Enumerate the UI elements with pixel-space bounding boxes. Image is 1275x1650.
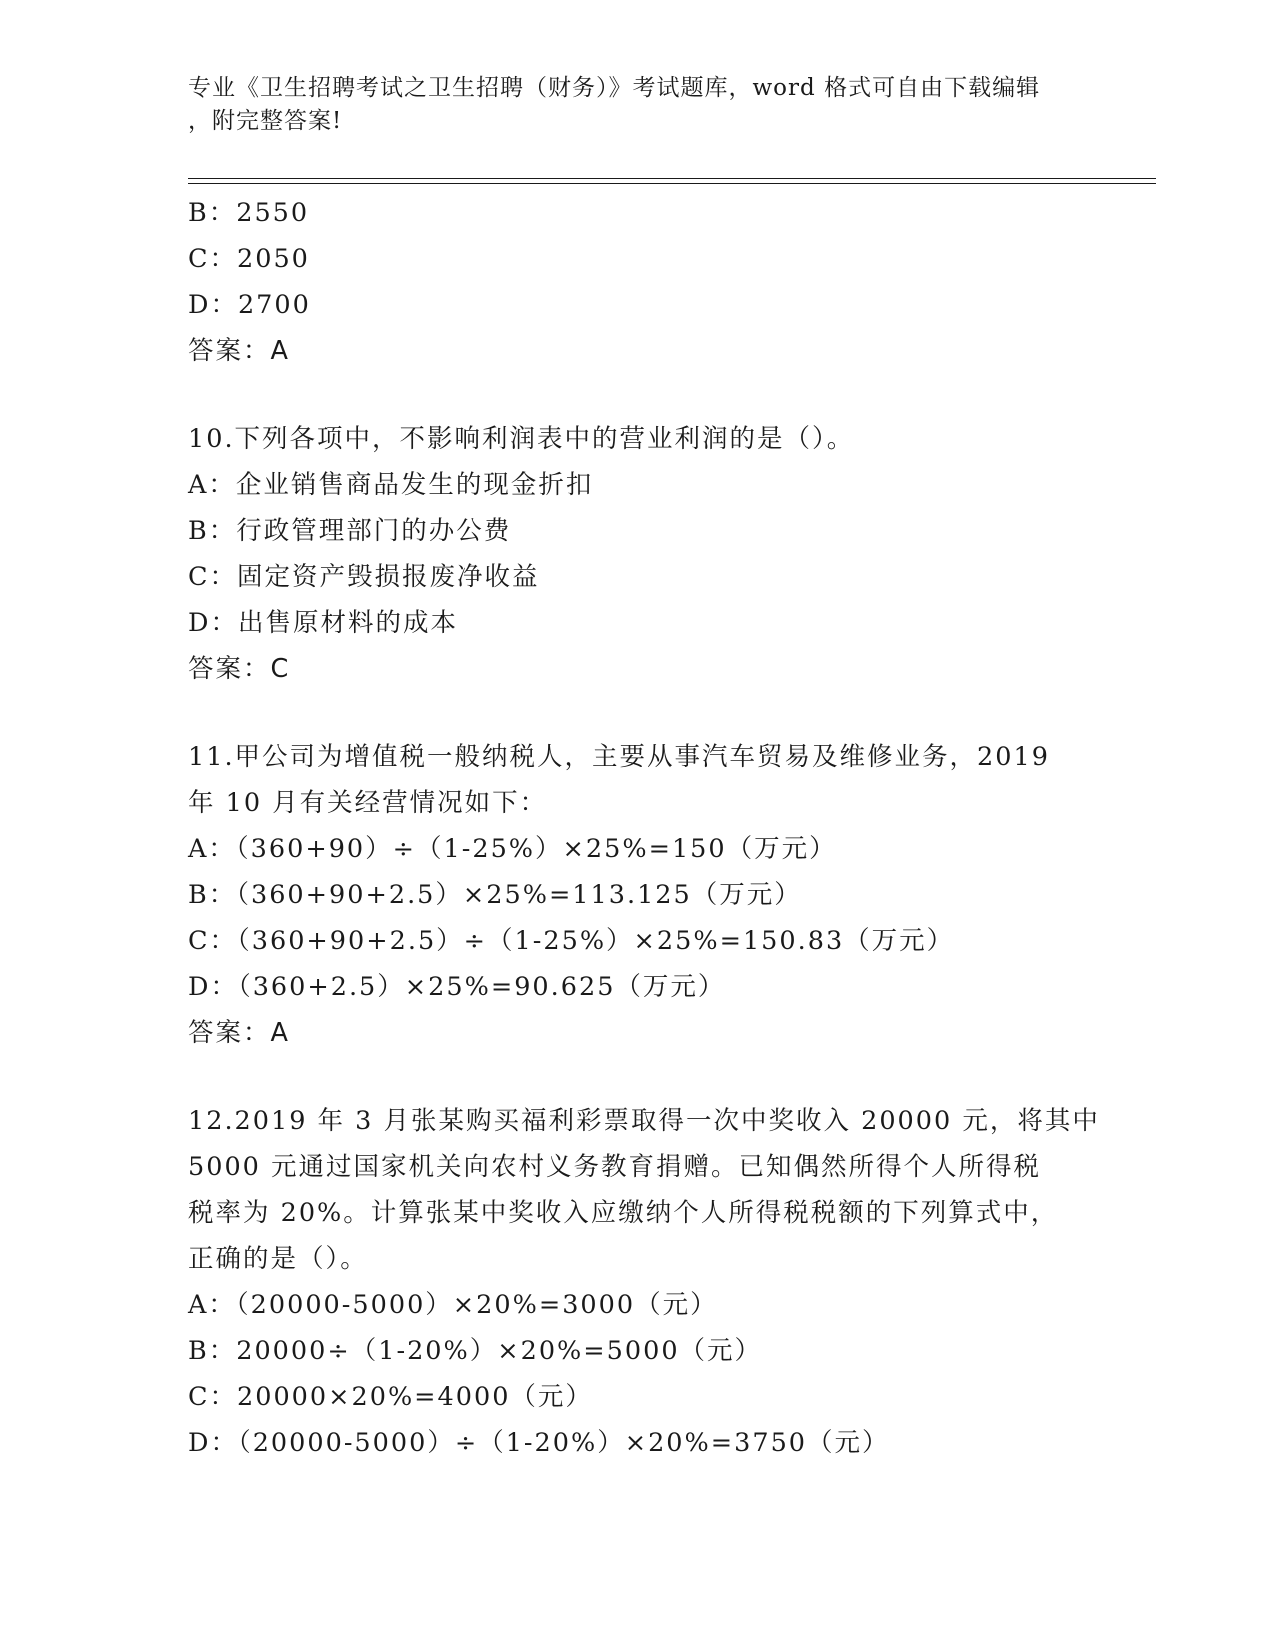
spacer (188, 374, 1088, 416)
question-content (188, 190, 1100, 1466)
answer-line: 答案：A (188, 1018, 290, 1048)
question-stem-line-1: 11.甲公司为增值税一般纳税人，主要从事汽车贸易及维修业务，2019 (188, 742, 1050, 772)
answer-line: 答案：A (188, 336, 290, 366)
document-header (188, 72, 1088, 138)
header-line-2: ，附完整答案! (188, 108, 343, 134)
question-block-10 (188, 416, 1088, 692)
option-b: B：2550 (188, 198, 310, 228)
question-block-12 (188, 1098, 1100, 1466)
question-stem-line-3: 税率为 20%。计算张某中奖收入应缴纳个人所得税税额的下列算式中， (188, 1198, 1059, 1228)
header-line-1: 专业《卫生招聘考试之卫生招聘（财务）》考试题库，word 格式可自由下载编辑 (188, 75, 1041, 101)
option-a: A：（360+90）÷（1-25%）×25%=150（万元） (188, 834, 837, 864)
option-a: A：（20000-5000）×20%=3000（元） (188, 1290, 718, 1320)
question-block-9 (188, 190, 1088, 374)
option-d: D：2700 (188, 290, 311, 320)
question-stem-line-2: 年 10 月有关经营情况如下： (188, 788, 548, 818)
option-c: C：（360+90+2.5）÷（1-25%）×25%=150.83（万元） (188, 926, 955, 956)
question-block-11 (188, 734, 1088, 1056)
option-b: B：（360+90+2.5）×25%=113.125（万元） (188, 880, 802, 910)
answer-line: 答案：C (188, 654, 291, 684)
header-rule-top (188, 178, 1156, 179)
option-b: B：行政管理部门的办公费 (188, 516, 512, 546)
option-d: D：出售原材料的成本 (188, 608, 458, 638)
question-stem-line-1: 12.2019 年 3 月张某购买福利彩票取得一次中奖收入 20000 元，将其中 (188, 1106, 1100, 1136)
option-c: C：固定资产毁损报废净收益 (188, 562, 540, 592)
spacer (188, 1056, 1088, 1098)
question-stem: 10.下列各项中，不影响利润表中的营业利润的是（）。 (188, 424, 855, 454)
option-d: D：（20000-5000）÷（1-20%）×20%=3750（元） (188, 1428, 890, 1458)
option-c: C：20000×20%=4000（元） (188, 1382, 593, 1412)
option-a: A：企业销售商品发生的现金折扣 (188, 470, 594, 500)
option-d: D：（360+2.5）×25%=90.625（万元） (188, 972, 726, 1002)
option-b: B：20000÷（1-20%）×20%=5000（元） (188, 1336, 763, 1366)
question-stem-line-4: 正确的是（）。 (188, 1244, 368, 1274)
option-c: C：2050 (188, 244, 310, 274)
header-rule-bottom (188, 183, 1156, 184)
spacer (188, 692, 1088, 734)
question-stem-line-2: 5000 元通过国家机关向农村义务教育捐赠。已知偶然所得个人所得税 (188, 1152, 1042, 1182)
